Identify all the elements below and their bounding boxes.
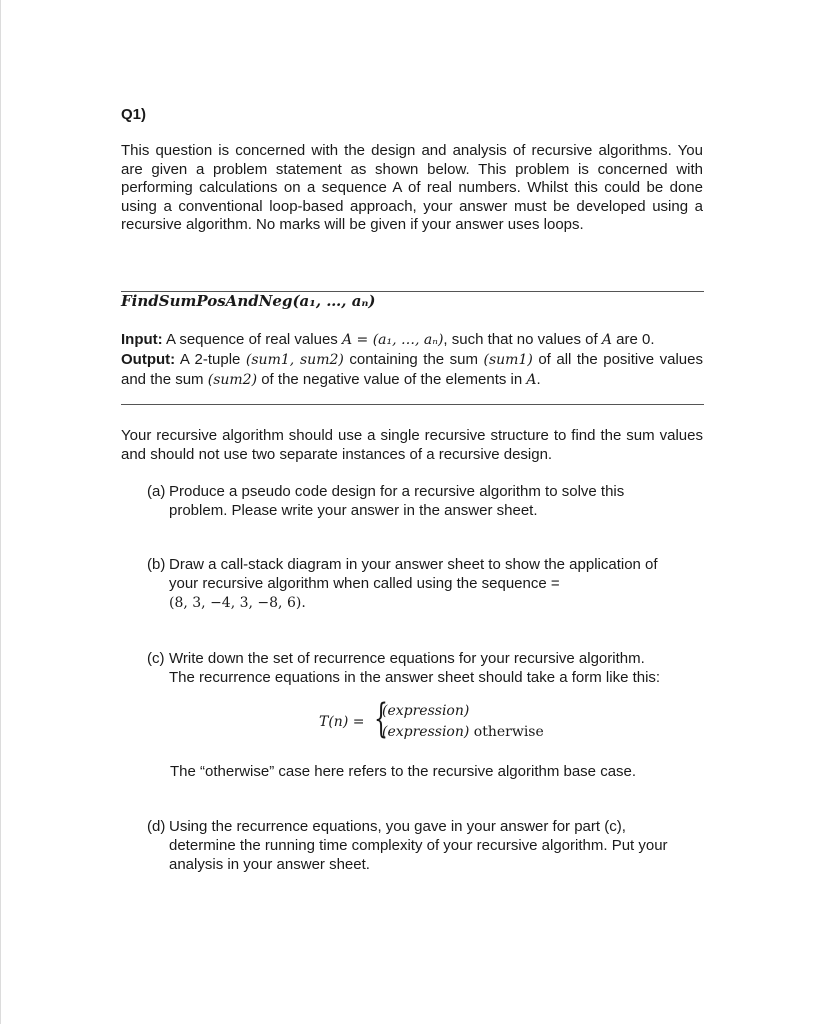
problem-function-args: (a₁, …, aₙ) [292,292,376,310]
output-label: Output: [121,351,176,368]
part-d-line3: analysis in your answer sheet. [169,856,370,873]
input-text-2: , such that no values of [443,331,598,348]
part-b [147,555,703,613]
part-b-line2: your recursive algorithm when called using the sequence = [169,575,560,592]
part-a-line1: Produce a pseudo code design for a recursive algorithm to solve this [169,483,625,500]
input-text: A sequence of real values [166,331,338,348]
input-line [121,330,703,350]
part-c-line1: Write down the set of recurrence equations for your recursive algorithm. [169,650,645,667]
equation-case-2-otherwise: otherwise [473,724,544,740]
output-math-a: A [526,372,537,388]
part-a-line2: problem. Please write your answer in the answer sheet. [169,502,538,519]
output-line [121,350,703,390]
output-text-2: containing the sum [349,351,478,368]
output-math-sum1: (sum1) [483,352,533,368]
equation-brace: { [374,696,388,742]
recurrence-equation [319,696,619,747]
part-d-line2: determine the running time complexity of your recursive algorithm. Put your [169,837,668,854]
instructions-paragraph: Your recursive algorithm should use a single recursive structure to find the sum values and should not use two separate instances of a recursive design. [121,427,703,463]
part-d-label: (d) [147,818,166,835]
part-d [147,817,703,874]
problem-io [121,330,703,390]
part-b-line1: Draw a call-stack diagram in your answer sheet to show the application of [169,556,658,573]
output-text-3: of all the positive values and the sum [121,351,703,388]
part-c-line2: The recurrence equations in the answer sheet should take a form like this: [169,669,661,686]
output-text-4: of the negative value of the elements in [261,371,523,388]
intro-paragraph: This question is concerned with the design and analysis of recursive algorithms. You are given a problem statement as shown below. This problem is concerned with performing calculations on a sequence A of real numbers. Whilst this could be done using a conventional loop-based approach, your answer must be developed using a recursive algorithm. No marks will be given if your answer uses loops. [121,142,703,234]
part-d-line1: Using the recurrence equations, you gave in your answer for part (c), [169,818,626,835]
output-period: . [536,371,541,388]
input-text-3: are 0. [616,331,655,348]
input-math-sequence: A = (a₁, …, aₙ) [341,332,444,348]
output-math-tuple: (sum1, sum2) [245,352,344,368]
output-math-sum2: (sum2) [207,372,258,388]
input-label: Input: [121,331,163,348]
equation-case-1: (expression) [382,703,470,719]
problem-bottom-divider [121,404,704,405]
part-b-sequence: (8, 3, −4, 3, −8, 6). [169,595,306,611]
part-b-label: (b) [147,556,166,573]
equation-case-2-expression: (expression) [382,724,470,740]
part-a [147,482,703,520]
part-c-label: (c) [147,650,165,667]
part-c [147,649,703,687]
equation-lhs: T(n) = [319,714,365,730]
input-math-a: A [601,332,612,348]
output-text: A 2-tuple [179,351,241,368]
question-number: Q1) [121,106,147,123]
problem-function-name: FindSumPosAndNeg [121,292,293,310]
problem-title [121,292,375,310]
equation-case-2 [382,724,544,740]
part-a-label: (a) [147,483,166,500]
part-c-note: The “otherwise” case here refers to the recursive algorithm base case. [170,763,637,780]
